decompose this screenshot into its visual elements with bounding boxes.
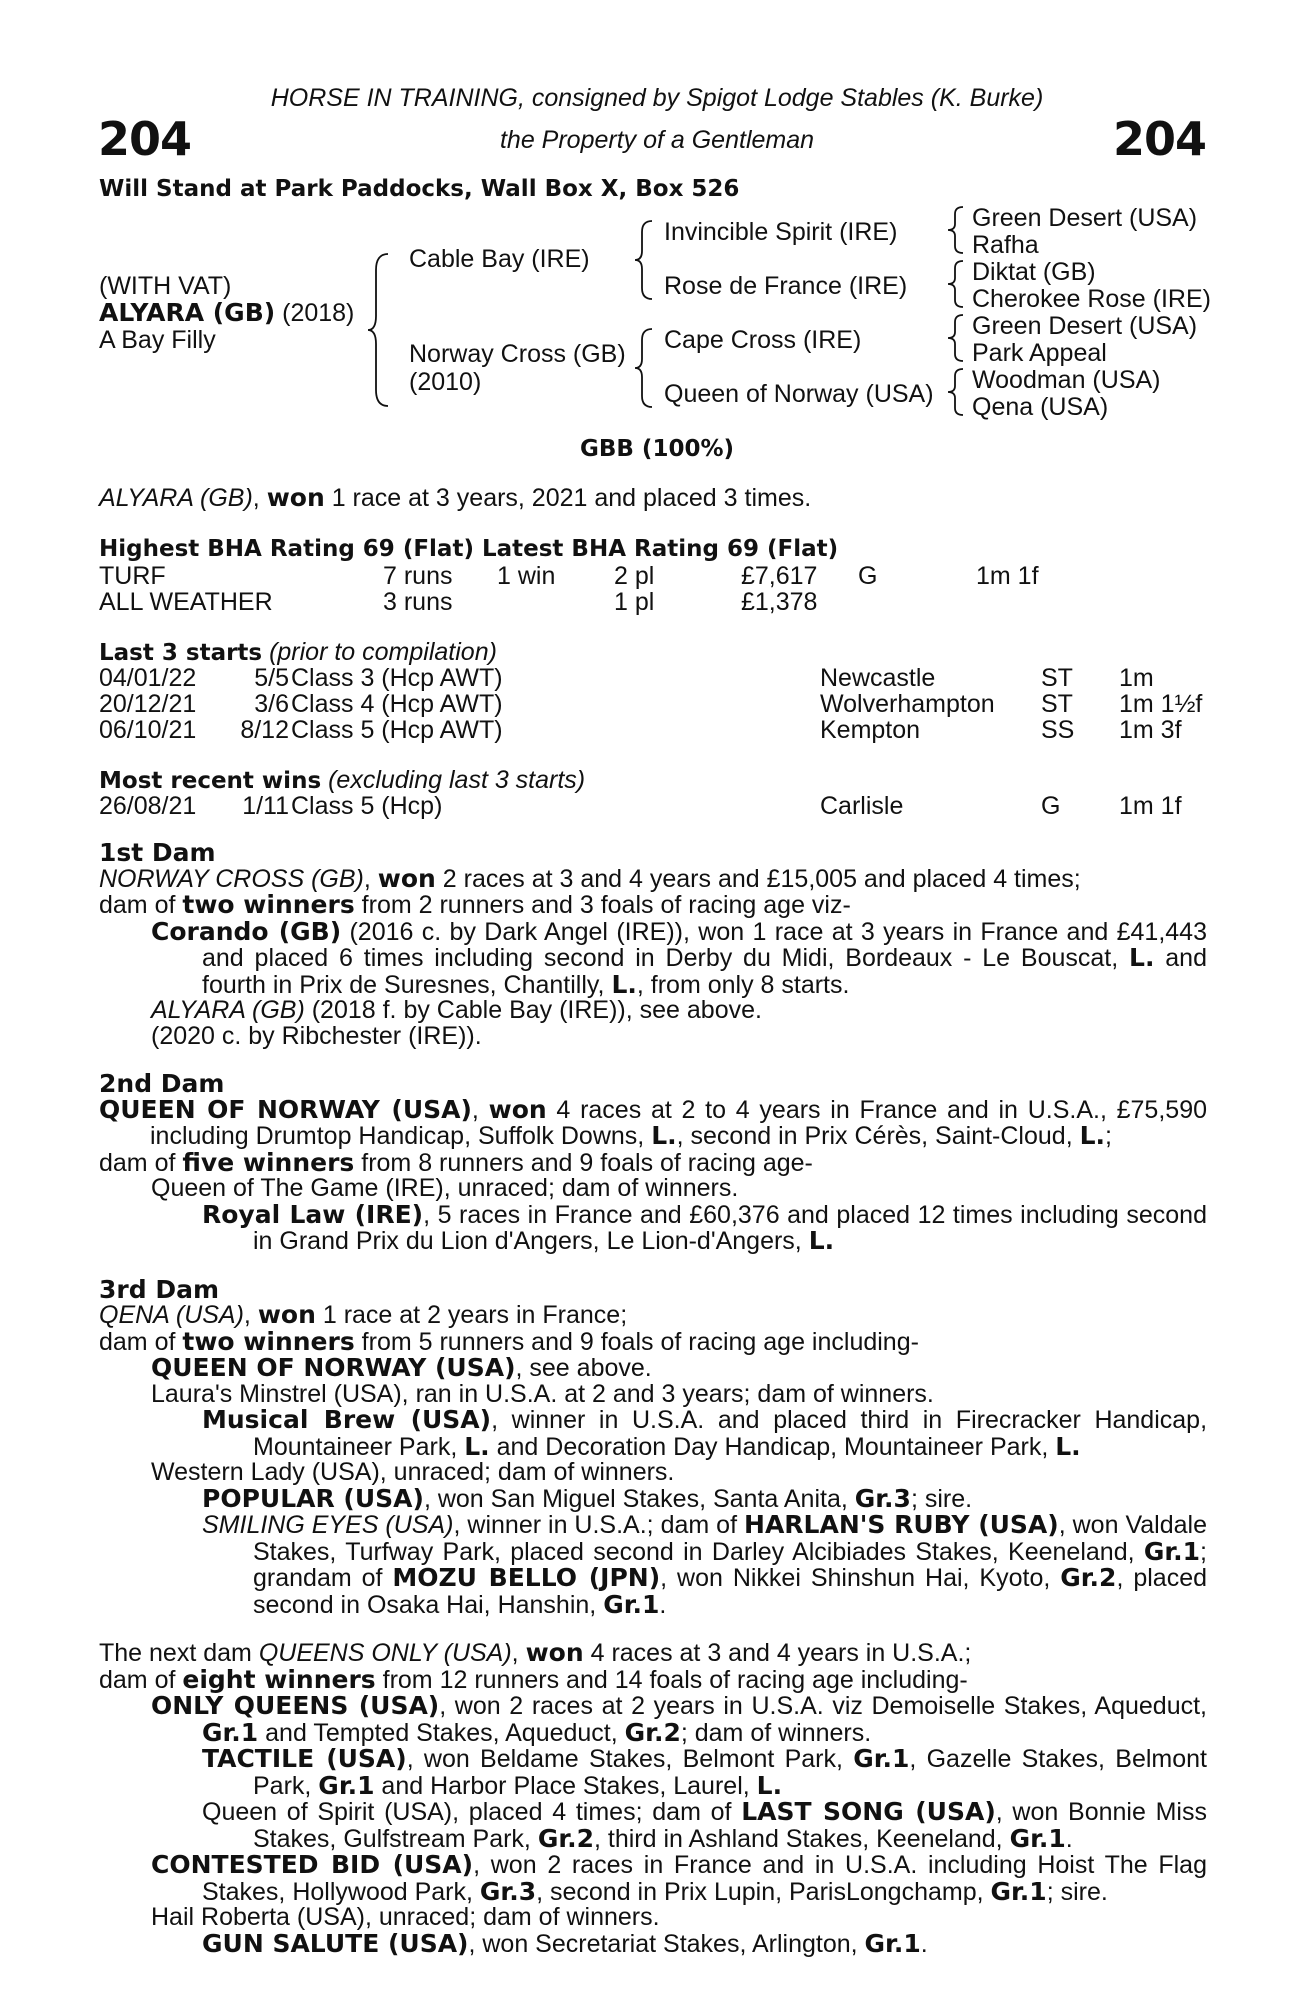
- recent-wins-title: Most recent wins: [99, 768, 322, 794]
- gbb-rating: GBB (100%): [579, 436, 735, 462]
- sire-dam: Rose de France (IRE): [664, 272, 908, 300]
- date: 20/12/21: [99, 690, 197, 718]
- produce-line: dam of two winners from 5 runners and 9 foals of racing age including-: [99, 1326, 919, 1356]
- consignor-line: HORSE IN TRAINING, consigned by Spigot Lodge Stables (K. Burke): [270, 84, 1044, 112]
- last-3-title: Last 3 starts: [99, 640, 263, 666]
- section-heading: 2nd Dam: [99, 1069, 225, 1098]
- position: 1/11: [242, 792, 289, 820]
- race-summary: ALYARA (GB), won 1 race at 3 years, 2021 and placed 3 times.: [99, 483, 812, 512]
- dd-sire: Woodman (USA): [972, 366, 1161, 394]
- summary-rest: 1 race at 3 years, 2021 and placed 3 times.: [324, 484, 812, 512]
- sd-dam: Cherokee Rose (IRE): [972, 285, 1211, 313]
- dam-year: (2010): [409, 368, 482, 396]
- summary-name: ALYARA (GB): [99, 484, 253, 512]
- horse-name: ALYARA (GB): [99, 298, 276, 327]
- wins: 1 win: [497, 562, 556, 590]
- class: Class 5 (Hcp): [291, 792, 443, 820]
- dam-line: QENA (USA), won 1 race at 2 years in France;: [99, 1300, 628, 1329]
- grand-produce-entry: POPULAR (USA), won San Miguel Stakes, Santa Anita, Gr.3; sire.: [202, 1483, 973, 1513]
- grand-produce-entry: Royal Law (IRE), 5 races in France and £60,376 and placed 12 times including second in Grand Prix du Lion d'Angers, Le Lion-d'Angers, L.: [202, 1199, 1207, 1255]
- produce-line: dam of two winners from 2 runners and 3 foals of racing age viz-: [99, 890, 851, 919]
- produce-entry: Western Lady (USA), unraced; dam of winners.: [151, 1458, 675, 1486]
- produce-line: dam of five winners from 8 runners and 9 foals of racing age-: [99, 1147, 813, 1177]
- ss-dam: Rafha: [972, 231, 1039, 259]
- dam: Norway Cross (GB): [409, 340, 626, 368]
- placed: 1 pl: [614, 588, 655, 616]
- vat-note: (WITH VAT): [99, 272, 232, 300]
- runs: 7 runs: [383, 562, 453, 590]
- sire-sire: Invincible Spirit (IRE): [664, 218, 898, 246]
- going: G: [858, 562, 878, 590]
- dd-dam: Qena (USA): [972, 393, 1109, 421]
- section-heading: 1st Dam: [99, 838, 216, 867]
- produce-entry: Laura's Minstrel (USA), ran in U.S.A. at 2 and 3 years; dam of winners.: [151, 1379, 934, 1408]
- horse-brace: [366, 250, 396, 410]
- distance: 1m: [1119, 664, 1154, 692]
- horse-name-line: [99, 299, 354, 327]
- distance: 1m 1f: [1119, 792, 1182, 820]
- position: 5/5: [254, 664, 289, 692]
- prize-money: £1,378: [741, 588, 818, 616]
- runs: 3 runs: [383, 588, 453, 616]
- lot-number-right: 204: [1112, 112, 1206, 166]
- family-history: [99, 840, 1207, 1957]
- distance: 1m 1f: [976, 562, 1039, 590]
- class: Class 4 (Hcp AWT): [291, 690, 503, 718]
- grand-produce-entry: SMILING EYES (USA), winner in U.S.A.; dam of HARLAN'S RUBY (USA), won Valdale Stakes, Turfway Park, placed second in Darley Alcibiades Stakes, Keeneland, Gr.1; grandam of MOZU BELLO (JPN), won Nikkei Shinshun Hai, Kyoto, Gr.2, placed second in Osaka Hai, Hanshin, Gr.1.: [202, 1510, 1207, 1619]
- surface: TURF: [99, 562, 166, 590]
- produce-line: dam of eight winners from 12 runners and 14 foals of racing age including-: [99, 1664, 968, 1694]
- second-dam-section: [99, 1071, 1207, 1255]
- date: 06/10/21: [99, 716, 197, 744]
- produce-entry: CONTESTED BID (USA), won 2 races in France and in U.S.A. including Hoist The Flag Stakes, Hollywood Park, Gr.3, second in Prix Lupin, ParisLongchamp, Gr.1; sire.: [151, 1850, 1207, 1906]
- prize-money: £7,617: [741, 562, 818, 590]
- ds-dam: Park Appeal: [972, 339, 1107, 367]
- bha-ratings: Highest BHA Rating 69 (Flat) Latest BHA Rating 69 (Flat): [99, 536, 839, 562]
- date: 26/08/21: [99, 792, 197, 820]
- grand-produce-entry: TACTILE (USA), won Beldame Stakes, Belmont Park, Gr.1, Gazelle Stakes, Belmont Park, Gr.1 and Harbor Place Stakes, Laurel, L.: [202, 1744, 1207, 1800]
- first-dam-section: [99, 840, 1207, 1049]
- position: 3/6: [254, 690, 289, 718]
- produce-entry: QUEEN OF NORWAY (USA), see above.: [151, 1353, 652, 1382]
- ss-sire: Green Desert (USA): [972, 204, 1198, 232]
- summary-won: won: [266, 483, 325, 512]
- dam-line: The next dam QUEENS ONLY (USA), won 4 races at 3 and 4 years in U.S.A.;: [99, 1638, 972, 1667]
- gen3-brace-4: [944, 366, 968, 418]
- grand-produce-entry: GUN SALUTE (USA), won Secretariat Stakes, Arlington, Gr.1.: [202, 1928, 928, 1958]
- next-dam-section: [99, 1640, 1207, 1957]
- date: 04/01/22: [99, 664, 197, 692]
- section-heading: 3rd Dam: [99, 1274, 219, 1304]
- gen3-brace-2: [944, 258, 968, 310]
- course: Newcastle: [820, 664, 936, 692]
- placed: 2 pl: [614, 562, 655, 590]
- produce-entry: Queen of The Game (IRE), unraced; dam of winners.: [151, 1174, 739, 1202]
- recent-wins-note: (excluding last 3 starts): [321, 766, 586, 794]
- lot-number-left: 204: [98, 112, 192, 166]
- surface: SS: [1041, 716, 1075, 744]
- dam-brace: [632, 326, 658, 410]
- grand-produce-entry: Musical Brew (USA), winner in U.S.A. and placed third in Firecracker Handicap, Mountaineer Park, L. and Decoration Day Handicap, Mountaineer Park, L.: [202, 1405, 1208, 1461]
- grand-produce-entry: Queen of Spirit (USA), placed 4 times; dam of LAST SONG (USA), won Bonnie Miss Stakes, Gulfstream Park, Gr.2, third in Ashland Stakes, Keeneland, Gr.1.: [202, 1797, 1207, 1853]
- surface: ST: [1041, 664, 1073, 692]
- position: 8/12: [240, 716, 289, 744]
- sd-sire: Diktat (GB): [972, 258, 1096, 286]
- produce-entry: Corando (GB) (2016 c. by Dark Angel (IRE)), won 1 race at 3 years in France and £41,443 and placed 6 times including second in Derby du Midi, Bordeaux - Le Bouscat, L. and fourth in Prix de Suresnes, Chantilly, L., from only 8 starts.: [151, 916, 1207, 999]
- horse-year: (2018): [275, 299, 355, 327]
- horse-description: A Bay Filly: [99, 326, 216, 354]
- produce-entry: Hail Roberta (USA), unraced; dam of winners.: [151, 1903, 660, 1931]
- class: Class 3 (Hcp AWT): [291, 664, 503, 692]
- gen3-brace-3: [944, 312, 968, 364]
- produce-entry: ONLY QUEENS (USA), won 2 races at 2 years in U.S.A. viz Demoiselle Stakes, Aqueduct, Gr.1 and Tempted Stakes, Aqueduct, Gr.2; dam of winners.: [151, 1691, 1207, 1747]
- course: Wolverhampton: [820, 690, 995, 718]
- last-3-note: (prior to compilation): [262, 638, 497, 666]
- gen3-brace-1: [944, 204, 968, 256]
- produce-entry: (2020 c. by Ribchester (IRE)).: [151, 1021, 482, 1050]
- surface: ALL WEATHER: [99, 588, 273, 616]
- sire: Cable Bay (IRE): [409, 245, 590, 273]
- last-3-heading: [99, 638, 497, 667]
- dam-sire: Cape Cross (IRE): [664, 326, 862, 354]
- course: Carlisle: [820, 792, 904, 820]
- dam-dam: Queen of Norway (USA): [664, 380, 934, 408]
- stand-location: Will Stand at Park Paddocks, Wall Box X, Box 526: [99, 176, 740, 202]
- dam-line: QUEEN OF NORWAY (USA), won 4 races at 2 to 4 years in France and in U.S.A., £75,590 including Drumtop Handicap, Suffolk Downs, L., second in Prix Cérès, Saint-Cloud, L.;: [99, 1094, 1207, 1150]
- recent-wins-heading: [99, 766, 585, 795]
- distance: 1m 3f: [1119, 716, 1182, 744]
- surface: G: [1041, 792, 1061, 820]
- dam-line: NORWAY CROSS (GB), won 2 races at 3 and 4 years and £15,005 and placed 4 times;: [99, 863, 1081, 893]
- third-dam-section: [99, 1274, 1208, 1619]
- class: Class 5 (Hcp AWT): [291, 716, 503, 744]
- surface: ST: [1041, 690, 1073, 718]
- distance: 1m 1½f: [1119, 690, 1203, 718]
- ds-sire: Green Desert (USA): [972, 312, 1198, 340]
- course: Kempton: [820, 716, 921, 744]
- property-line: the Property of a Gentleman: [499, 126, 815, 154]
- produce-entry: ALYARA (GB) (2018 f. by Cable Bay (IRE)), see above.: [151, 996, 762, 1024]
- sire-brace: [632, 218, 658, 302]
